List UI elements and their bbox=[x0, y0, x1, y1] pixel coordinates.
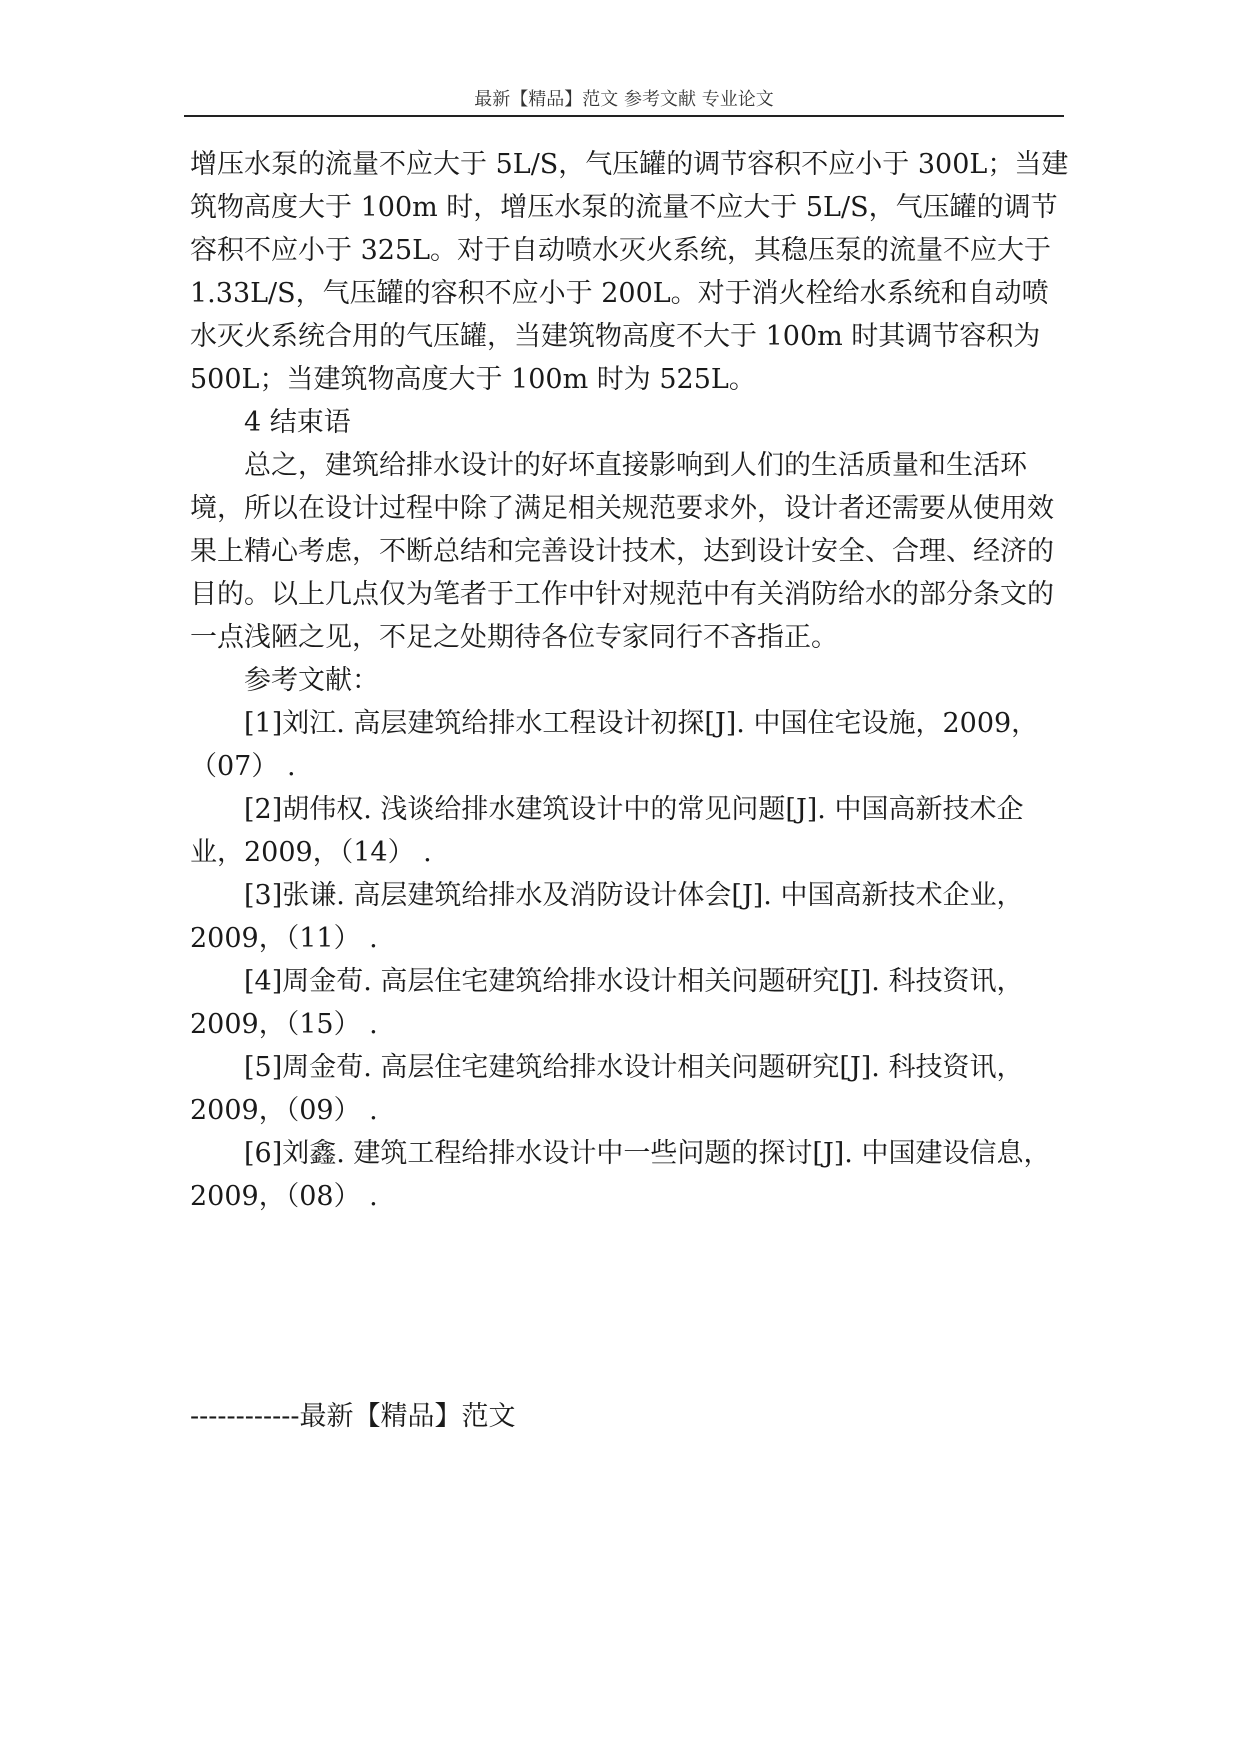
reference-item: [5]周金荀. 高层住宅建筑给排水设计相关问题研究[J]. 科技资讯，2009，（09） . bbox=[190, 1052, 1024, 1126]
paragraph-continuation: 增压水泵的流量不应大于 5L/S，气压罐的调节容积不应小于 300L；当建筑物高度大于 100m 时，增压水泵的流量不应大于 5L/S，气压罐的调节容积不应小于 325L。对于自动喷水灭火系统，其稳压泵的流量不应大于 1.33L/S，气压罐的容积不应小于 200L。对于消火栓给水系统和自动喷水灭火系统合用的气压罐，当建筑物高度不大于 100m 时其调节容积为 500L；当建筑物高度大于 100m 时为 525L。 bbox=[190, 149, 1069, 395]
header-rule bbox=[184, 115, 1064, 117]
paragraph-conclusion: 总之，建筑给排水设计的好坏直接影响到人们的生活质量和生活环境，所以在设计过程中除了满足相关规范要求外，设计者还需要从使用效果上精心考虑，不断总结和完善设计技术，达到设计安全、合理、经济的目的。以上几点仅为笔者于工作中针对规范中有关消防给水的部分条文的一点浅陋之见，不足之处期待各位专家同行不吝指正。 bbox=[190, 450, 1054, 653]
references-heading: 参考文献： bbox=[244, 665, 379, 696]
reference-item: [4]周金荀. 高层住宅建筑给排水设计相关问题研究[J]. 科技资讯，2009，（15） . bbox=[190, 966, 1024, 1040]
section-heading-conclusion: 4 结束语 bbox=[244, 407, 351, 438]
document-body bbox=[190, 143, 1070, 1218]
page-footer: ------------最新【精品】范文 bbox=[190, 1401, 516, 1432]
reference-item: [1]刘江. 高层建筑给排水工程设计初探[J]. 中国住宅设施，2009，（07） . bbox=[190, 708, 1039, 782]
reference-item: [2]胡伟权. 浅谈给排水建筑设计中的常见问题[J]. 中国高新技术企业，2009，（14） . bbox=[190, 794, 1024, 868]
reference-item: [6]刘鑫. 建筑工程给排水设计中一些问题的探讨[J]. 中国建设信息，2009，（08） . bbox=[190, 1138, 1051, 1212]
page-header: 最新【精品】范文 参考文献 专业论文 bbox=[474, 89, 774, 110]
reference-item: [3]张谦. 高层建筑给排水及消防设计体会[J]. 中国高新技术企业，2009，（11） . bbox=[190, 880, 1024, 954]
